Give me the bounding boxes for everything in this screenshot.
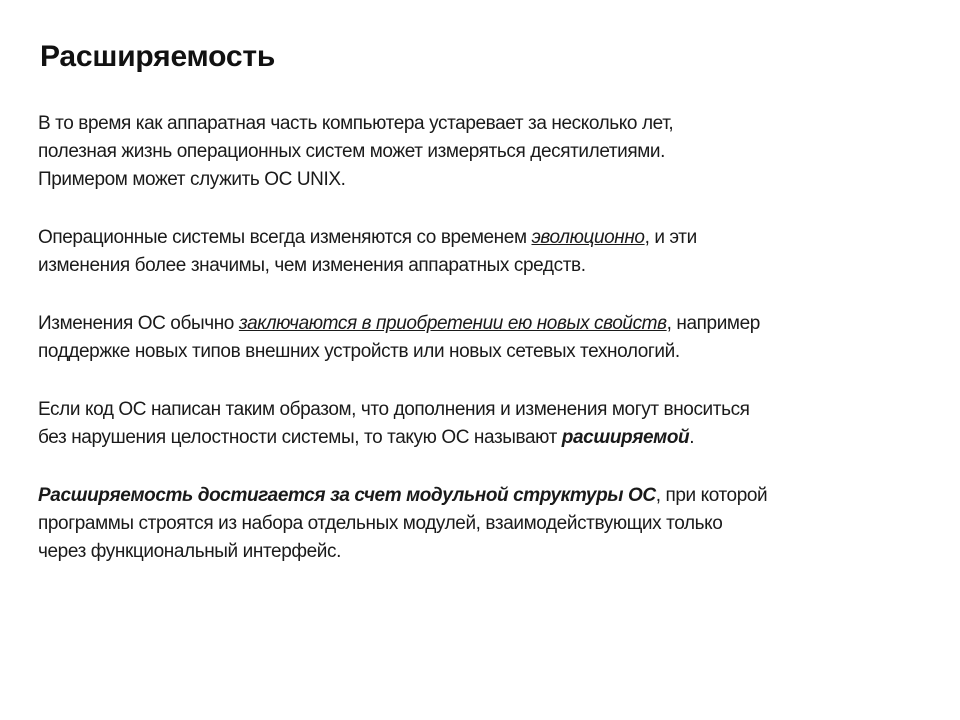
paragraph-line: полезная жизнь операционных систем может измеряться десятилетиями.	[38, 141, 666, 162]
paragraph-text: .	[689, 427, 695, 448]
paragraph-modular-structure	[38, 482, 918, 566]
paragraph-line: через функциональный интерфейс.	[38, 541, 341, 562]
emphasis-new-properties: заключаются в приобретении ею новых свойств	[238, 313, 667, 334]
paragraph-text: , и эти	[644, 227, 697, 248]
slide-title: Расширяемость	[40, 40, 276, 73]
paragraph-text: , при которой	[655, 485, 768, 506]
paragraph-hardware-lifetime	[38, 110, 918, 194]
slide-body	[38, 110, 918, 596]
paragraph-extensible	[38, 396, 918, 452]
paragraph-text: , например	[666, 313, 760, 334]
paragraph-text: Изменения ОС обычно	[38, 313, 239, 334]
paragraph-line: изменения более значимы, чем изменения аппаратных средств.	[38, 255, 586, 276]
paragraph-evolution	[38, 224, 918, 280]
paragraph-text: Операционные системы всегда изменяются со временем	[38, 227, 532, 248]
paragraph-line: поддержке новых типов внешних устройств или новых сетевых технологий.	[38, 341, 680, 362]
paragraph-text: без нарушения целостности системы, то такую ОС называют	[38, 427, 562, 448]
emphasis-modular-structure: Расширяемость достигается за счет модульной структуры ОС	[38, 485, 656, 506]
emphasis-evolutionary: эволюционно	[531, 227, 645, 248]
paragraph-line: Примером может служить ОС UNIX.	[38, 169, 346, 190]
paragraph-line: В то время как аппаратная часть компьютера устаревает за несколько лет,	[38, 113, 674, 134]
paragraph-new-properties	[38, 310, 918, 366]
emphasis-extensible: расширяемой	[561, 427, 690, 448]
paragraph-line: программы строятся из набора отдельных модулей, взаимодействующих только	[38, 513, 723, 534]
paragraph-line: Если код ОС написан таким образом, что дополнения и изменения могут вноситься	[38, 399, 750, 420]
